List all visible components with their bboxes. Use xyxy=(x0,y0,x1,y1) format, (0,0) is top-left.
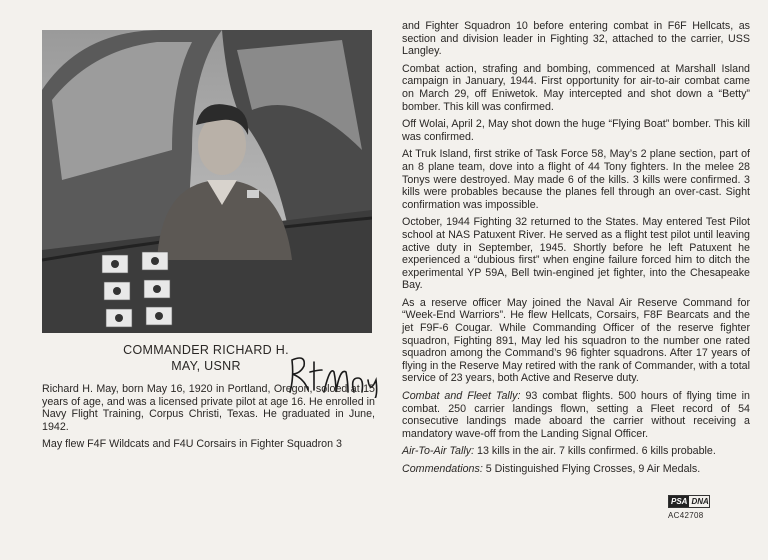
photo-caption xyxy=(100,342,312,374)
bio-paragraph: Combat action, strafing and bombing, commenced at Marshall Island campaign in January, 1944. First opportunity for air-to-air combat came on March 29, off Eniwetok. May intercepted and shot down a “Betty” bomber. This kill was confirmed. xyxy=(402,62,750,113)
caption-line-2: MAY, USNR xyxy=(171,359,241,373)
tally-lead: Air-To-Air Tally: xyxy=(402,445,475,458)
tally-paragraph xyxy=(402,390,750,440)
tally-text: 5 Distinguished Flying Crosses, 9 Air Medals. xyxy=(482,463,701,475)
caption-line-1: COMMANDER RICHARD H. xyxy=(123,343,289,357)
biography-right-column xyxy=(402,20,750,481)
tally-text: 93 combat flights. 500 hours of flying time in combat. 250 carrier landings flown, setting a Fleet record of 54 consecutive landings made aboard the carrier without receiving a mandatory wave-off from the Landing Signal Officer. xyxy=(402,390,750,440)
tally-lead: Commendations: xyxy=(402,463,483,475)
psa-dna-logo xyxy=(668,495,710,508)
tally-paragraph xyxy=(402,445,750,458)
bio-paragraph: Richard H. May, born May 16, 1920 in Portland, Oregon, soloed at 15 years of age, and was a licensed private pilot at age 16. He enrolled in Navy Flight Training, Corpus Christi, Texas. He graduated in June, 1942. xyxy=(42,383,375,433)
authentication-sticker xyxy=(668,495,738,520)
pilot-photo xyxy=(42,30,372,333)
tally-paragraph xyxy=(402,463,750,476)
bio-paragraph: Off Wolai, April 2, May shot down the huge “Flying Boat” bomber. This kill was confirmed. xyxy=(402,118,750,143)
bio-paragraph: At Truk Island, first strike of Task Force 58, May’s 2 plane section, part of an 8 plane team, dove into a flight of 44 Tony fighters. In the melee 28 Tonys were destroyed. May made 6 of the kills. 3 kills were confirmed. 3 kills were probables because the planes fell through an over-cast. Sight confirmation was impossible. xyxy=(402,148,750,211)
tally-text: 13 kills in the air. 7 kills confirmed. 6 kills probable. xyxy=(474,445,716,458)
logo-dna: DNA xyxy=(691,497,709,506)
bio-paragraph: and Fighter Squadron 10 before entering combat in F6F Hellcats, as section and division leader in Fighting 32, attached to the carrier, USS Langley. xyxy=(402,20,750,58)
biography-left-column xyxy=(42,383,375,456)
bio-paragraph: As a reserve officer May joined the Naval Air Reserve Command for “Week-End Warriors”. He flew Hellcats, Corsairs, F8F Bearcats and the jet F9F-6 Cougar. While Commanding Officer of the reserve fighter squadron, Fighting 891, May led his squadron to the number one rated squadron among the Command’s 96 fighter squadrons. After 17 years of flying in the Reserve May retired with the rank of Commander, with a total service of 23 years, both Active and Reserve duty. xyxy=(402,296,750,385)
certificate-number: AC42708 xyxy=(668,511,704,520)
cockpit-photo-illustration xyxy=(42,30,372,333)
bio-paragraph: October, 1944 Fighting 32 returned to the States. May entered Test Pilot school at NAS Patuxent River. He served as a flight test pilot until leaving active duty in September, 1945. Shortly before he left Patuxent he experienced a “dubious first” when engine failure forced him to ditch the experimental YP 59A, Bell twin-engined jet fighter, into the Chesapeake Bay. xyxy=(402,216,750,292)
tally-lead: Combat and Fleet Tally: xyxy=(402,390,521,403)
logo-psa: PSA xyxy=(671,497,688,506)
bio-paragraph: May flew F4F Wildcats and F4U Corsairs in Fighter Squadron 3 xyxy=(42,438,342,451)
